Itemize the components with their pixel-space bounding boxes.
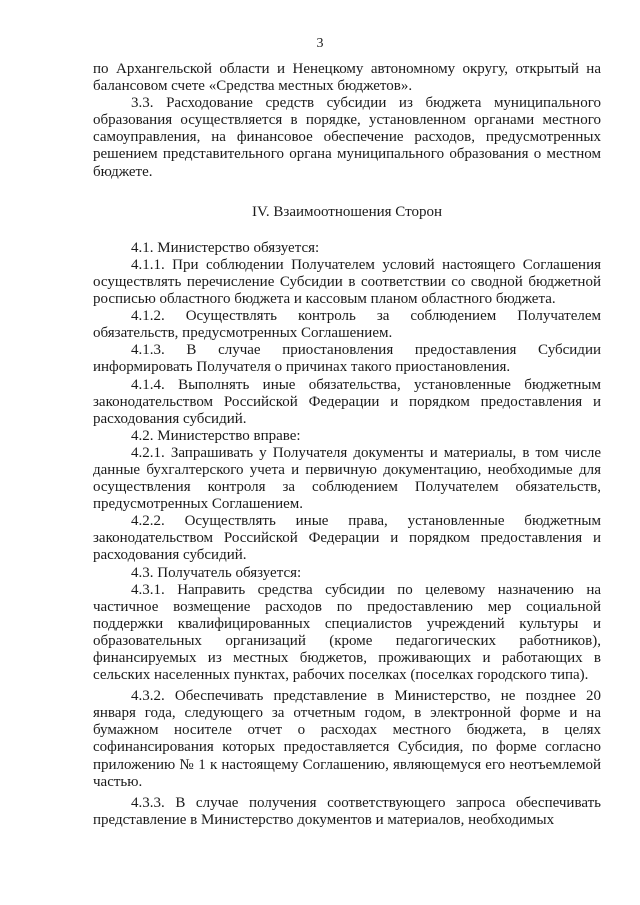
clause-4-2-2: 4.2.2. Осуществлять иные права, установленные бюджетным законодательством Российской Федерации и порядком предоставления и расходования субсидий. bbox=[93, 513, 601, 564]
paragraph-3-3: 3.3. Расходование средств субсидии из бюджета муниципального образования осуществляется в порядке, установленном органами местного самоуправления, на финансовое обеспечение расходов, предусмотренных решением представительного органа муниципального образования о местном бюджете. bbox=[93, 95, 601, 180]
document-body bbox=[93, 61, 601, 829]
section-heading: IV. Взаимоотношения Сторон bbox=[252, 203, 442, 220]
clause-4-1-1: 4.1.1. При соблюдении Получателем условий настоящего Соглашения осуществлять перечисление Субсидии в соответствии со сводной бюджетной росписью областного бюджета и кассовым планом областного бюджета. bbox=[93, 256, 601, 308]
clause-4-3-2: 4.3.2. Обеспечивать представление в Министерство, не позднее 20 января года, следующего за отчетным годом, в электронной форме и на бумажном носителе отчет о расходах местного бюджета, в целях софинансирования которых предоставляется Субсидия, по форме согласно приложению № 1 к настоящему Соглашению, являющемуся его неотъемлемой частью. bbox=[93, 688, 601, 790]
clause-4-1-2: 4.1.2. Осуществлять контроль за соблюдением Получателем обязательств, предусмотренных Соглашением. bbox=[93, 308, 601, 342]
clause-4-2-1: 4.2.1. Запрашивать у Получателя документы и материалы, в том числе данные бухгалтерского учета и первичную документацию, необходимые для осуществления контроля за соблюдением Получателем обязательств, предусмотренных Соглашением. bbox=[93, 444, 601, 513]
page-number: 3 bbox=[316, 36, 324, 51]
clause-4-1-4: 4.1.4. Выполнять иные обязательства, установленные бюджетным законодательством Российской Федерации и порядком предоставления и расходования субсидий. bbox=[93, 376, 601, 427]
clause-4-3-1: 4.3.1. Направить средства субсидии по целевому назначению на частичное возмещение расходов по предоставлению мер социальной поддержки квалифицированных специалистов учреждений культуры и образовательных организаций (кроме педагогических работников), финансируемых из местных бюджетов, проживающих и работающих в сельских населенных пунктах, рабочих поселках (поселках городского типа). bbox=[93, 581, 601, 684]
clause-4-3: 4.3. Получатель обязуется: bbox=[131, 564, 302, 581]
clause-4-1: 4.1. Министерство обязуется: bbox=[131, 239, 320, 256]
clause-4-1-3: 4.1.3. В случае приостановления предоставления Субсидии информировать Получателя о причинах такого приостановления. bbox=[93, 342, 601, 376]
paragraph-continuation: по Архангельской области и Ненецкому автономному округу, открытый на балансовом счете «Средства местных бюджетов». bbox=[93, 61, 601, 95]
clause-4-2: 4.2. Министерство вправе: bbox=[131, 427, 301, 444]
clause-4-3-3: 4.3.3. В случае получения соответствующего запроса обеспечивать представление в Министерство документов и материалов, необходимых bbox=[93, 794, 601, 828]
